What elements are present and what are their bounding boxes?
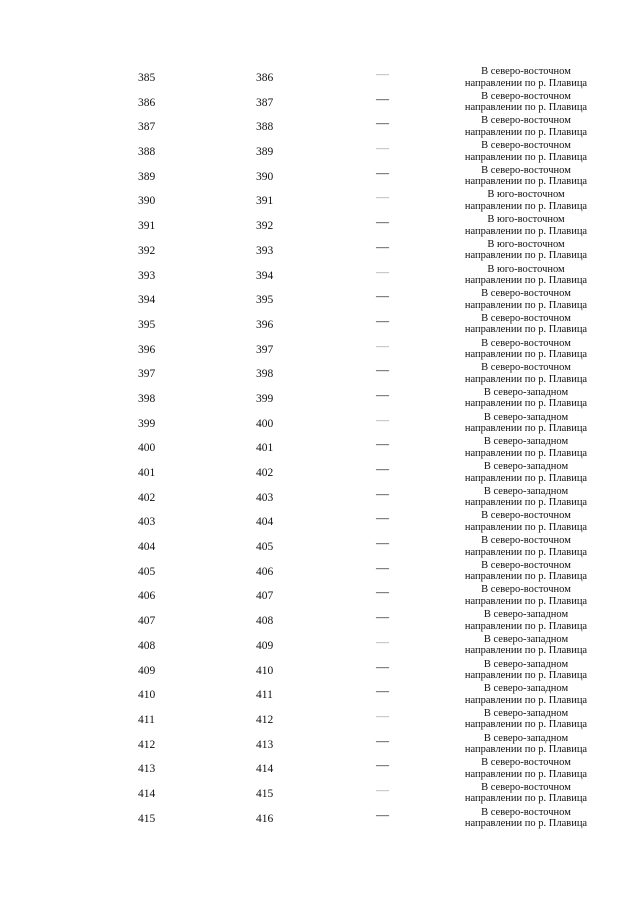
river-text: направлении по р. Плавица [464, 719, 588, 731]
direction-text: В юго-восточном [487, 189, 565, 201]
boundary-description [450, 634, 602, 657]
river-text: направлении по р. Плавица [464, 200, 588, 212]
point-from: 390 [138, 195, 156, 208]
distance-dash: — [376, 535, 389, 551]
boundary-description [450, 140, 602, 163]
table-row [0, 460, 640, 485]
point-from: 413 [138, 763, 156, 776]
boundary-description [450, 165, 602, 188]
boundary-description [450, 115, 602, 138]
table-row [0, 287, 640, 312]
table-row [0, 559, 640, 584]
point-from: 400 [138, 442, 156, 455]
direction-text: В северо-восточном [481, 362, 571, 374]
table-row [0, 707, 640, 732]
river-text: направлении по р. Плавица [464, 620, 588, 632]
river-text: направлении по р. Плавица [464, 818, 588, 830]
table-row [0, 509, 640, 534]
river-text: направлении по р. Плавица [464, 151, 588, 163]
river-text: направлении по р. Плавица [464, 349, 588, 361]
boundary-description [450, 214, 602, 237]
point-to: 406 [256, 565, 274, 578]
river-text: направлении по р. Плавица [464, 571, 588, 583]
distance-dash: — [376, 559, 389, 575]
boundary-description [450, 584, 602, 607]
point-to: 408 [256, 615, 274, 628]
distance-dash: — [376, 288, 389, 304]
distance-dash: — [376, 732, 389, 748]
boundary-description [450, 782, 602, 805]
river-text: направлении по р. Плавица [464, 275, 588, 286]
river-text: направлении по р. Плавица [464, 670, 588, 681]
river-text: направлении по р. Плавица [464, 768, 588, 780]
direction-text: В северо-западном [483, 485, 569, 497]
point-to: 416 [256, 812, 274, 825]
direction-text: В северо-восточном [481, 559, 571, 571]
boundary-description [450, 486, 602, 509]
table-row [0, 608, 640, 633]
distance-dash: — [376, 115, 389, 131]
direction-text: В северо-восточном [481, 164, 571, 176]
river-text: направлении по р. Плавица [464, 324, 588, 336]
table-row [0, 732, 640, 757]
direction-text: В юго-восточном [487, 263, 565, 275]
river-text: направлении по р. Плавица [464, 546, 588, 558]
table-row [0, 435, 640, 460]
distance-dash: — [376, 658, 389, 674]
point-from: 391 [138, 220, 156, 233]
point-to: 410 [256, 664, 274, 677]
distance-dash: — [376, 90, 389, 106]
river-text: направлении по р. Плавица [464, 645, 588, 657]
point-to: 394 [256, 269, 274, 282]
point-from: 386 [138, 96, 156, 109]
point-to: 413 [256, 738, 274, 751]
distance-dash: — [376, 66, 389, 81]
point-to: 401 [256, 442, 274, 455]
river-text: направлении по р. Плавица [464, 299, 588, 311]
direction-text: В северо-восточном [481, 115, 571, 127]
table-row [0, 188, 640, 213]
table-row [0, 90, 640, 115]
direction-text: В северо-восточном [481, 288, 571, 300]
point-from: 401 [138, 467, 156, 479]
river-text: направлении по р. Плавица [464, 472, 588, 484]
boundary-table [0, 65, 640, 830]
point-from: 411 [138, 713, 155, 726]
distance-dash: — [376, 609, 389, 625]
boundary-description [450, 461, 602, 484]
point-from: 412 [138, 738, 156, 751]
river-text: направлении по р. Плавица [464, 77, 588, 89]
table-row [0, 633, 640, 658]
point-to: 411 [256, 689, 273, 702]
direction-text: В северо-западном [483, 707, 569, 719]
point-to: 402 [256, 467, 274, 479]
point-to: 395 [256, 294, 274, 307]
table-row [0, 164, 640, 189]
direction-text: В юго-восточном [487, 238, 565, 250]
point-from: 405 [138, 565, 156, 578]
point-from: 385 [138, 72, 156, 84]
direction-text: В северо-западном [483, 633, 569, 645]
point-to: 396 [256, 318, 274, 331]
point-to: 407 [256, 590, 274, 603]
distance-dash: — [376, 189, 389, 205]
river-text: направлении по р. Плавица [464, 102, 588, 114]
point-from: 396 [138, 343, 156, 356]
point-from: 388 [138, 146, 156, 159]
direction-text: В северо-западном [483, 609, 569, 621]
boundary-description [450, 412, 602, 435]
distance-dash: — [376, 633, 389, 649]
boundary-description [450, 436, 602, 459]
table-row [0, 65, 640, 90]
point-to: 399 [256, 392, 274, 405]
direction-text: В северо-восточном [481, 757, 571, 769]
point-from: 399 [138, 417, 156, 430]
point-from: 414 [138, 787, 156, 800]
direction-text: В северо-западном [483, 411, 569, 423]
boundary-description [450, 807, 602, 830]
point-to: 392 [256, 220, 274, 233]
table-row [0, 238, 640, 263]
boundary-description [450, 66, 602, 89]
boundary-description [450, 733, 602, 756]
boundary-description [450, 239, 602, 262]
table-row [0, 583, 640, 608]
table-row [0, 263, 640, 288]
table-row [0, 682, 640, 707]
distance-dash: — [376, 485, 389, 501]
boundary-description [450, 362, 602, 385]
distance-dash: — [376, 707, 389, 723]
distance-dash: — [376, 214, 389, 230]
boundary-description [450, 338, 602, 361]
distance-dash: — [376, 337, 389, 353]
direction-text: В северо-восточном [481, 312, 571, 324]
river-text: направлении по р. Плавица [464, 373, 588, 385]
point-from: 404 [138, 541, 156, 554]
table-row [0, 411, 640, 436]
point-to: 397 [256, 343, 274, 356]
distance-dash: — [376, 510, 389, 526]
boundary-description [450, 535, 602, 558]
river-text: направлении по р. Плавица [464, 250, 588, 262]
table-row [0, 213, 640, 238]
point-to: 414 [256, 763, 274, 776]
direction-text: В северо-восточном [481, 140, 571, 152]
direction-text: В северо-восточном [481, 337, 571, 349]
point-from: 395 [138, 318, 156, 331]
point-to: 412 [256, 713, 274, 726]
point-to: 409 [256, 639, 274, 652]
boundary-description [450, 189, 602, 212]
point-from: 389 [138, 170, 156, 183]
direction-text: В северо-западном [483, 683, 569, 695]
table-row [0, 806, 640, 831]
point-from: 398 [138, 392, 156, 405]
point-from: 410 [138, 689, 156, 702]
point-from: 402 [138, 491, 156, 504]
point-from: 415 [138, 812, 156, 825]
direction-text: В северо-восточном [481, 781, 571, 793]
distance-dash: — [376, 411, 389, 427]
table-row [0, 485, 640, 510]
boundary-description [450, 757, 602, 780]
point-from: 407 [138, 615, 156, 628]
boundary-description [450, 313, 602, 336]
point-to: 415 [256, 787, 274, 800]
direction-text: В северо-восточном [481, 584, 571, 596]
distance-dash: — [376, 263, 389, 279]
point-from: 409 [138, 664, 156, 677]
river-text: направлении по р. Плавица [464, 793, 588, 805]
point-from: 397 [138, 368, 156, 381]
distance-dash: — [376, 436, 389, 452]
point-from: 393 [138, 269, 156, 282]
distance-dash: — [376, 781, 389, 797]
point-from: 392 [138, 244, 156, 257]
distance-dash: — [376, 386, 389, 402]
river-text: направлении по р. Плавица [464, 595, 588, 607]
boundary-description [450, 387, 602, 410]
table-row [0, 139, 640, 164]
boundary-description [450, 510, 602, 533]
boundary-description [450, 264, 602, 287]
point-to: 400 [256, 417, 274, 430]
table-row [0, 781, 640, 806]
direction-text: В северо-восточном [481, 90, 571, 102]
river-text: направлении по р. Плавица [464, 497, 588, 509]
direction-text: В северо-восточном [481, 510, 571, 522]
point-from: 408 [138, 639, 156, 652]
point-to: 391 [256, 195, 274, 208]
point-to: 398 [256, 368, 274, 381]
boundary-description [450, 708, 602, 731]
direction-text: В юго-восточном [487, 214, 565, 226]
river-text: направлении по р. Плавица [464, 225, 588, 237]
distance-dash: — [376, 164, 389, 180]
distance-dash: — [376, 757, 389, 773]
point-from: 403 [138, 516, 156, 529]
point-to: 405 [256, 541, 274, 554]
direction-text: В северо-восточном [481, 535, 571, 547]
point-to: 388 [256, 121, 274, 134]
table-row [0, 114, 640, 139]
point-to: 386 [256, 72, 274, 84]
table-row [0, 337, 640, 362]
distance-dash: — [376, 140, 389, 156]
direction-text: В северо-западном [483, 732, 569, 744]
boundary-description [450, 560, 602, 583]
direction-text: В северо-западном [483, 386, 569, 398]
direction-text: В северо-западном [483, 658, 569, 670]
table-row [0, 658, 640, 683]
direction-text: В северо-восточном [481, 66, 571, 77]
distance-dash: — [376, 683, 389, 699]
distance-dash: — [376, 584, 389, 600]
table-row [0, 386, 640, 411]
distance-dash: — [376, 461, 389, 476]
distance-dash: — [376, 806, 389, 822]
river-text: направлении по р. Плавица [464, 521, 588, 533]
direction-text: В северо-восточном [481, 806, 571, 818]
point-from: 406 [138, 590, 156, 603]
boundary-description [450, 609, 602, 632]
point-from: 394 [138, 294, 156, 307]
boundary-description [450, 288, 602, 311]
distance-dash: — [376, 238, 389, 254]
river-text: направлении по р. Плавица [464, 398, 588, 410]
direction-text: В северо-западном [483, 461, 569, 472]
point-from: 387 [138, 121, 156, 134]
point-to: 390 [256, 170, 274, 183]
point-to: 389 [256, 146, 274, 159]
table-row [0, 312, 640, 337]
distance-dash: — [376, 362, 389, 378]
boundary-description [450, 659, 602, 682]
table-row [0, 361, 640, 386]
boundary-description [450, 683, 602, 706]
point-to: 387 [256, 96, 274, 109]
river-text: направлении по р. Плавица [464, 744, 588, 756]
point-to: 393 [256, 244, 274, 257]
river-text: направлении по р. Плавица [464, 423, 588, 435]
point-to: 404 [256, 516, 274, 529]
table-row [0, 756, 640, 781]
boundary-description [450, 91, 602, 114]
point-to: 403 [256, 491, 274, 504]
river-text: направлении по р. Плавица [464, 126, 588, 138]
table-row [0, 534, 640, 559]
river-text: направлении по р. Плавица [464, 447, 588, 459]
river-text: направлении по р. Плавица [464, 176, 588, 188]
direction-text: В северо-западном [483, 436, 569, 448]
river-text: направлении по р. Плавица [464, 694, 588, 706]
distance-dash: — [376, 312, 389, 328]
